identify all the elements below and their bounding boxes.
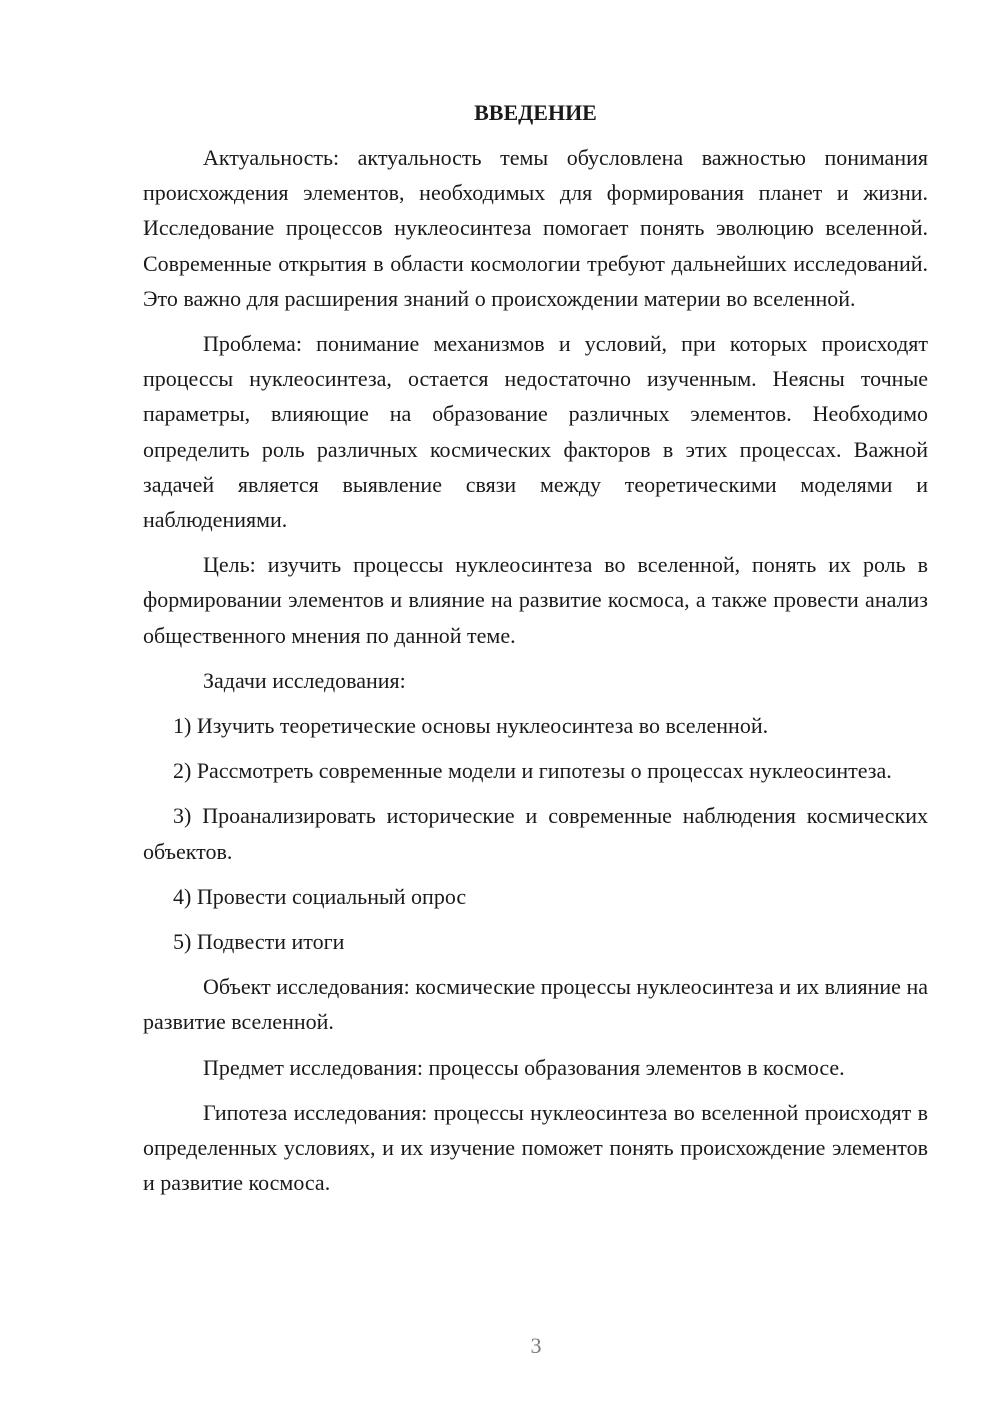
paragraph-subject: Предмет исследования: процессы образования элементов в космосе.	[203, 1054, 845, 1080]
task-item-2: 2) Рассмотреть современные модели и гипотезы о процессах нуклеосинтеза.	[173, 758, 892, 784]
task-item-1: 1) Изучить теоретические основы нуклеосинтеза во вселенной.	[173, 713, 769, 739]
tasks-heading: Задачи исследования:	[203, 667, 406, 693]
paragraph-relevance: Актуальность: актуальность темы обусловлена важностью понимания происхождения элементов, необходимых для формирования планет и жизни. Исследование процессов нуклеосинтеза помогает понять эволюцию вселенной. Современные открытия в области космологии требуют дальнейших исследований. Это важно для расширения знаний о происхождении материи во вселенной.	[143, 145, 928, 311]
paragraph-problem: Проблема: понимание механизмов и условий, при которых происходят процессы нуклеосинтеза, остается недостаточно изученным. Неясны точные параметры, влияющие на образование различных элементов. Необходимо определить роль различных космических факторов в этих процессах. Важной задачей является выявление связи между теоретическими моделями и наблюдениями.	[143, 331, 928, 533]
page-number: 3	[530, 1333, 542, 1358]
task-item-3: 3) Проанализировать исторические и современные наблюдения космических объектов.	[143, 803, 928, 864]
section-title: ВВЕДЕНИЕ	[474, 100, 597, 125]
task-item-5: 5) Подвести итоги	[173, 929, 345, 955]
page-content	[143, 95, 928, 1210]
paragraph-goal: Цель: изучить процессы нуклеосинтеза во вселенной, понять их роль в формировании элементов и влияние на развитие космоса, а также провести анализ общественного мнения по данной теме.	[143, 552, 928, 648]
task-item-4: 4) Провести социальный опрос	[173, 883, 467, 909]
paragraph-object: Объект исследования: космические процессы нуклеосинтеза и их влияние на развитие вселенной.	[143, 974, 928, 1035]
paragraph-hypothesis: Гипотеза исследования: процессы нуклеосинтеза во вселенной происходят в определенных условиях, и их изучение поможет понять происхождение элементов и развитие космоса.	[143, 1099, 928, 1196]
